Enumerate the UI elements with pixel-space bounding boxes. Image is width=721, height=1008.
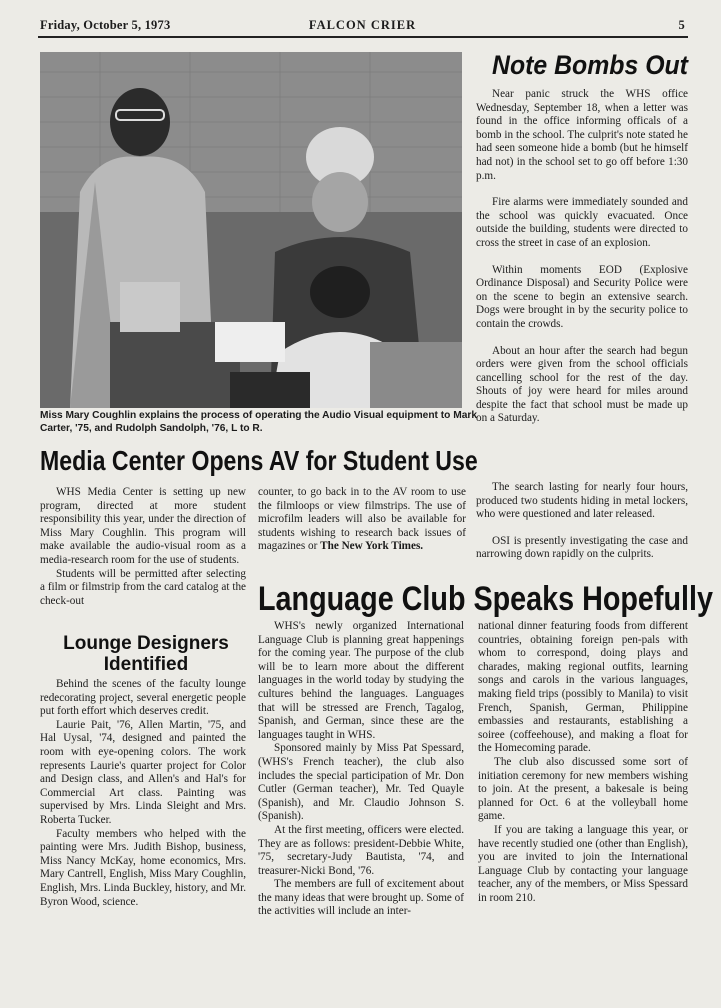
header-rule <box>38 36 688 38</box>
article-paragraph: WHS Media Center is setting up new program, directed at more student responsibility this year, under the direction of Miss Mary Coughlin. This program will make available the audio-visual room as a media-research room for the use of students. <box>40 486 246 566</box>
paper-title: FALCON CRIER <box>308 18 417 32</box>
article-text: counter, to go back in to the AV room to use the filmloops or view filmstrips. The use of microfilm leaders will also be available for students wishing to research back issues of magazines or <box>258 486 466 553</box>
newspaper-name: The New York Times. <box>320 540 424 553</box>
article-paragraph: The search lasting for nearly four hours, produced two students hiding in metal lockers, who were questioned and later released. <box>476 481 688 521</box>
language-club-article <box>258 620 464 919</box>
article-paragraph: Faculty members who helped with the painting were Mrs. Judith Bishop, business, Miss Nancy McKay, home economics, Mrs. Mary Cantrell, English, Miss Mary Coughlin, English, Mrs. Linda Buckley, history, and Mr. Byron Wood, science. <box>40 827 246 908</box>
note-bombs-article <box>476 88 688 426</box>
article-paragraph: WHS's newly organized International Language Club is planning great happenings for the coming year. The purpose of the club will be to learn more about the different languages in the world today by studying the cultures behind the languages. Languages that will be stressed are French, Tagalog, Spanish, and German, since these are the languages taught in WHS. <box>258 620 464 741</box>
article-paragraph: If you are taking a language this year, or have recently studied one (other than English), you are invited to join the International Language Club by contacting your language teacher, any of the members, or Miss Spessard in room 210. <box>478 823 688 904</box>
article-paragraph: OSI is presently investigating the case and narrowing down rapidly on the culprits. <box>476 534 688 561</box>
note-bombs-headline: Note Bombs Out <box>492 50 688 80</box>
article-paragraph: Sponsored mainly by Miss Pat Spessard, (WHS's French teacher), the club also includes the special participation of Mr. Don Cutler (German teacher), Mr. Ted Quayle (Spanish), and Mr. Claudio Johnson S. (Spanish). <box>258 742 464 823</box>
article-paragraph: About an hour after the search had begun orders were given from the school officials cancelling school for the rest of the day. Shouts of joy were heard for miles around despite the fact that school must be made up on a Saturday. <box>476 344 688 425</box>
media-center-headline: Media Center Opens AV for Student Use <box>40 445 478 476</box>
article-paragraph: national dinner featuring foods from different countries, obtaining foreign pen-pals with whom to correspond, doing plays and charades, making regional outfits, learning songs and carols in the various languages, making field trips (possibly to Manila) to visit French, Spanish, German, Philippine embassies and restaurants, establishing a soiree (coffeehouse), and making a float for the Homecoming parade. <box>478 620 688 755</box>
page-header <box>40 18 685 34</box>
article-paragraph: Near panic struck the WHS office Wednesday, September 18, when a letter was found in the office informing officals of a bomb in the school. The culprit's note stated he had seen someone hide a bomb (but he himself had not) in the school set to go off before 1:30 p.m. <box>476 88 688 182</box>
media-center-photo <box>40 52 462 408</box>
media-center-article <box>40 486 246 608</box>
photo-caption: Miss Mary Coughlin explains the process of operating the Audio Visual equipment to Mark Carter, '75, and Rudolph Sandolph, '76, L to R. <box>40 410 477 434</box>
article-paragraph: Students will be permitted after selecting a film or filmstrip from the card catalog at the check-out <box>40 567 246 607</box>
article-paragraph: The club also discussed some sort of initiation ceremony for new members wishing to join. At the present, a bakesale is being planned for Oct. 6 at the volleyball home game. <box>478 755 688 823</box>
article-paragraph: Laurie Pait, '76, Allen Martin, '75, and Hal Uysal, '74, designed and painted the room with eye-opening colors. The work represents Laurie's quarter project for Color and Design class, and Allen's and Hal's for Commercial Art class. Painting was supervised by Mrs. Linda Sleight and Mrs. Roberta Tucker. <box>40 718 246 826</box>
article-paragraph: Within moments EOD (Explosive Ordinance Disposal) and Security Police were on the scene to begin an extensive search. Dogs were brought in by the security police to contain the crowds. <box>476 263 688 330</box>
language-club-article-cont <box>478 620 688 905</box>
lounge-headline: Lounge Designers Identified <box>63 633 229 675</box>
page-number: 5 <box>678 18 685 32</box>
article-paragraph: Fire alarms were immediately sounded and the school was quickly evacuated. Once outside the building, students were directed to cross the street in case of an explosion. <box>476 196 688 249</box>
article-paragraph: Behind the scenes of the faculty lounge redecorating project, several energetic people put forth effort which deserves credit. <box>40 678 246 718</box>
article-paragraph: The members are full of excitement about the many ideas that were brought up. Some of the activities will include an inter- <box>258 878 464 918</box>
photo-image <box>40 52 462 408</box>
article-paragraph: At the first meeting, officers were elected. They are as follows: president-Debbie White, '75, secretary-Judy Bautista, '74, and treasurer-Nicki Bond, '76. <box>258 823 464 877</box>
issue-date: Friday, October 5, 1973 <box>40 18 171 32</box>
lounge-article <box>40 678 246 909</box>
note-bombs-article-cont <box>476 481 688 562</box>
language-club-headline: Language Club Speaks Hopefully <box>258 580 713 618</box>
media-center-article-cont <box>258 486 466 554</box>
